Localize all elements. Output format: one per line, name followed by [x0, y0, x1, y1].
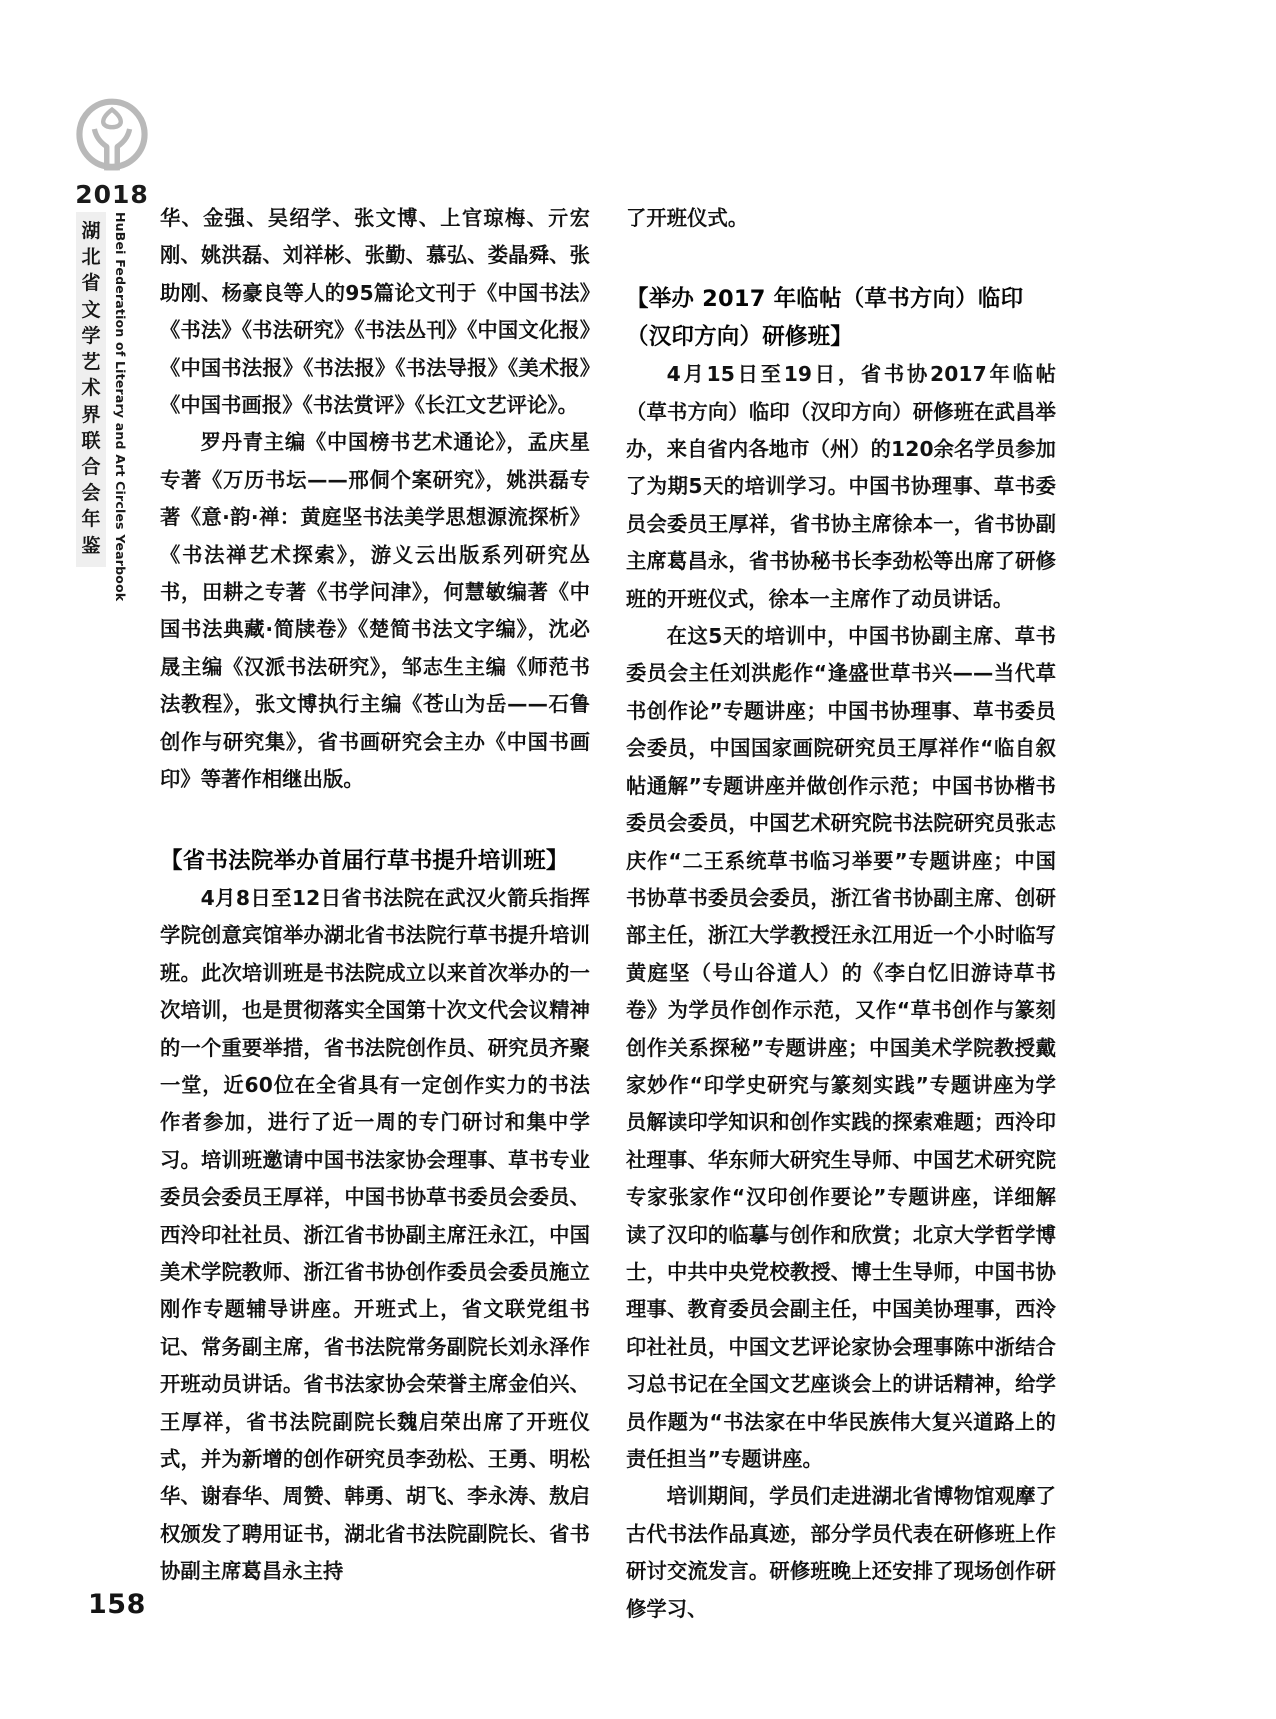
page-number: 158 [88, 1589, 146, 1620]
rail-title-glyph: 年 [81, 508, 101, 531]
paragraph-continued-from-left: 了开班仪式。 [626, 206, 749, 230]
paragraph-linti-lectures: 在这5天的培训中，中国书协副主席、草书委员会主任刘洪彪作“逢盛世草书兴——当代草书创作论”专题讲座；中国书协理事、草书委员会委员，中国国家画院研究员王厚祥作“临自叙帖通解”专题讲座并做创作示范；中国书协楷书委员会委员，中国艺术研究院书法院研究员张志庆作“二王系统草书临习举要”专题讲座；中国书协草书委员会委员，浙江省书协副主席、创研部主任，浙江大学教授汪永江用近一个小时临写黄庭坚（号山谷道人）的《李白忆旧游诗草书卷》为学员作创作示范，又作“草书创作与篆刻创作关系探秘”专题讲座；中国美术学院教授戴家妙作“印学史研究与篆刻实践”专题讲座为学员解读印学知识和创作实践的探索难题；西泠印社理事、华东师大研究生导师、中国艺术研究院专家张家作“汉印创作要论”专题讲座，详细解读了汉印的临摹与创作和欣赏；北京大学哲学博士，中共中央党校教授、博士生导师，中国书协理事、教育委员会副主任，中国美协理事，西泠印社社员，中国文艺评论家协会理事陈中浙结合习总书记在全国文艺座谈会上的讲话精神，给学员作题为“书法家在中华民族伟大复兴道路上的责任担当”专题讲座。 [626, 624, 1056, 1471]
paragraph-linti-museum-visit: 培训期间，学员们走进湖北省博物馆观摩了古代书法作品真迹，部分学员代表在研修班上作研讨交流发言。研修班晚上还安排了现场创作研修学习、 [626, 1484, 1056, 1621]
rail-title-glyph: 联 [81, 429, 101, 452]
logo-year-label: 2018 [75, 180, 149, 209]
rail-title-glyph: 文 [81, 298, 101, 321]
rail-title-glyph: 省 [81, 272, 101, 295]
paragraph-xingcao-training-detail: 4月8日至12日省书法院在武汉火箭兵指挥学院创意宾馆举办湖北省书法院行草书提升培训班。此次培训班是书法院成立以来首次举办的一次培训，也是贯彻落实全国第十次文代会议精神的一个重要举措，省书法院创作员、研究员齐聚一堂，近60位在全省具有一定创作实力的书法作者参加，进行了近一周的专门研讨和集中学习。培训班邀请中国书法家协会理事、草书专业委员会委员王厚祥，中国书协草书委员会委员、西泠印社社员、浙江省书协副主席汪永江，中国美术学院教师、浙江省书协创作委员会委员施立刚作专题辅导讲座。开班式上，省文联党组书记、常务副主席，省书法院常务副院长刘永泽作开班动员讲话。省书法家协会荣誉主席金伯兴、王厚祥，省书法院副院长魏启荣出席了开班仪式，并为新增的创作研究员李劲松、王勇、明松华、谢春华、周赞、韩勇、胡飞、李永涛、敖启权颁发了聘用证书，湖北省书法院副院长、省书协副主席葛昌永主持 [160, 885, 590, 1584]
rail-chinese-title [76, 212, 106, 567]
rail-title-glyph: 北 [81, 246, 101, 269]
rail-title-glyph: 湖 [81, 220, 101, 242]
yearbook-logo-block [62, 92, 162, 207]
rail-title-glyph: 艺 [81, 351, 101, 374]
paragraph-publications-journals: 华、金强、吴绍学、张文博、上官琼梅、亓宏刚、姚洪磊、刘祥彬、张勤、慕弘、娄晶舜、张助刚、杨豪良等人的95篇论文刊于《中国书法》《书法》《书法研究》《书法丛刊》《中国文化报》《中国书法报》《书法报》《书法导报》《美术报》《中国书画报》《书法赏评》《长江文艺评论》。 [160, 206, 590, 418]
rail-title-glyph: 学 [81, 324, 101, 347]
section-heading-xingcao-training: 【省书法院举办首届行草书提升培训班】 [160, 847, 569, 874]
rail-english-title: HuBei Federation of Literary and Art Circles Yearbook [113, 212, 128, 602]
left-column [160, 200, 590, 1628]
margin-rail [62, 92, 172, 1592]
rail-title-glyph: 界 [81, 403, 101, 426]
rail-title-glyph: 术 [81, 377, 101, 400]
text-columns [160, 200, 1100, 1628]
rail-title-glyph: 鉴 [81, 534, 101, 557]
paragraph-linti-overview: 4月15日至19日，省书协2017年临帖（草书方向）临印（汉印方向）研修班在武昌举办，来自省内各地市（州）的120余名学员参加了为期5天的培训学习。中国书协理事、草书委员会委员王厚祥，省书协主席徐本一，省书协副主席葛昌永，省书协秘书长李劲松等出席了研修班的开班仪式，徐本一主席作了动员讲话。 [626, 362, 1056, 611]
section-heading-2017-linti-linyin: 【举办 2017 年临帖（草书方向）临印（汉印方向）研修班】 [626, 286, 1024, 350]
rail-labels [64, 212, 168, 632]
yearbook-emblem-icon [68, 92, 156, 180]
rail-title-glyph: 会 [81, 482, 101, 505]
right-column [626, 200, 1056, 1628]
rail-title-glyph: 合 [81, 455, 101, 478]
paragraph-publications-books: 罗丹青主编《中国榜书艺术通论》，孟庆星专著《万历书坛——邢侗个案研究》，姚洪磊专著《意·韵·禅：黄庭坚书法美学思想源流探析》《书法禅艺术探索》，游义云出版系列研究丛书，田耕之专著《书学问津》，何慧敏编著《中国书法典藏·简牍卷》《楚简书法文字编》，沈必晟主编《汉派书法研究》，邹志生主编《师范书法教程》，张文博执行主编《苍山为岳——石鲁创作与研究集》，省书画研究会主办《中国书画印》等著作相继出版。 [160, 430, 590, 792]
